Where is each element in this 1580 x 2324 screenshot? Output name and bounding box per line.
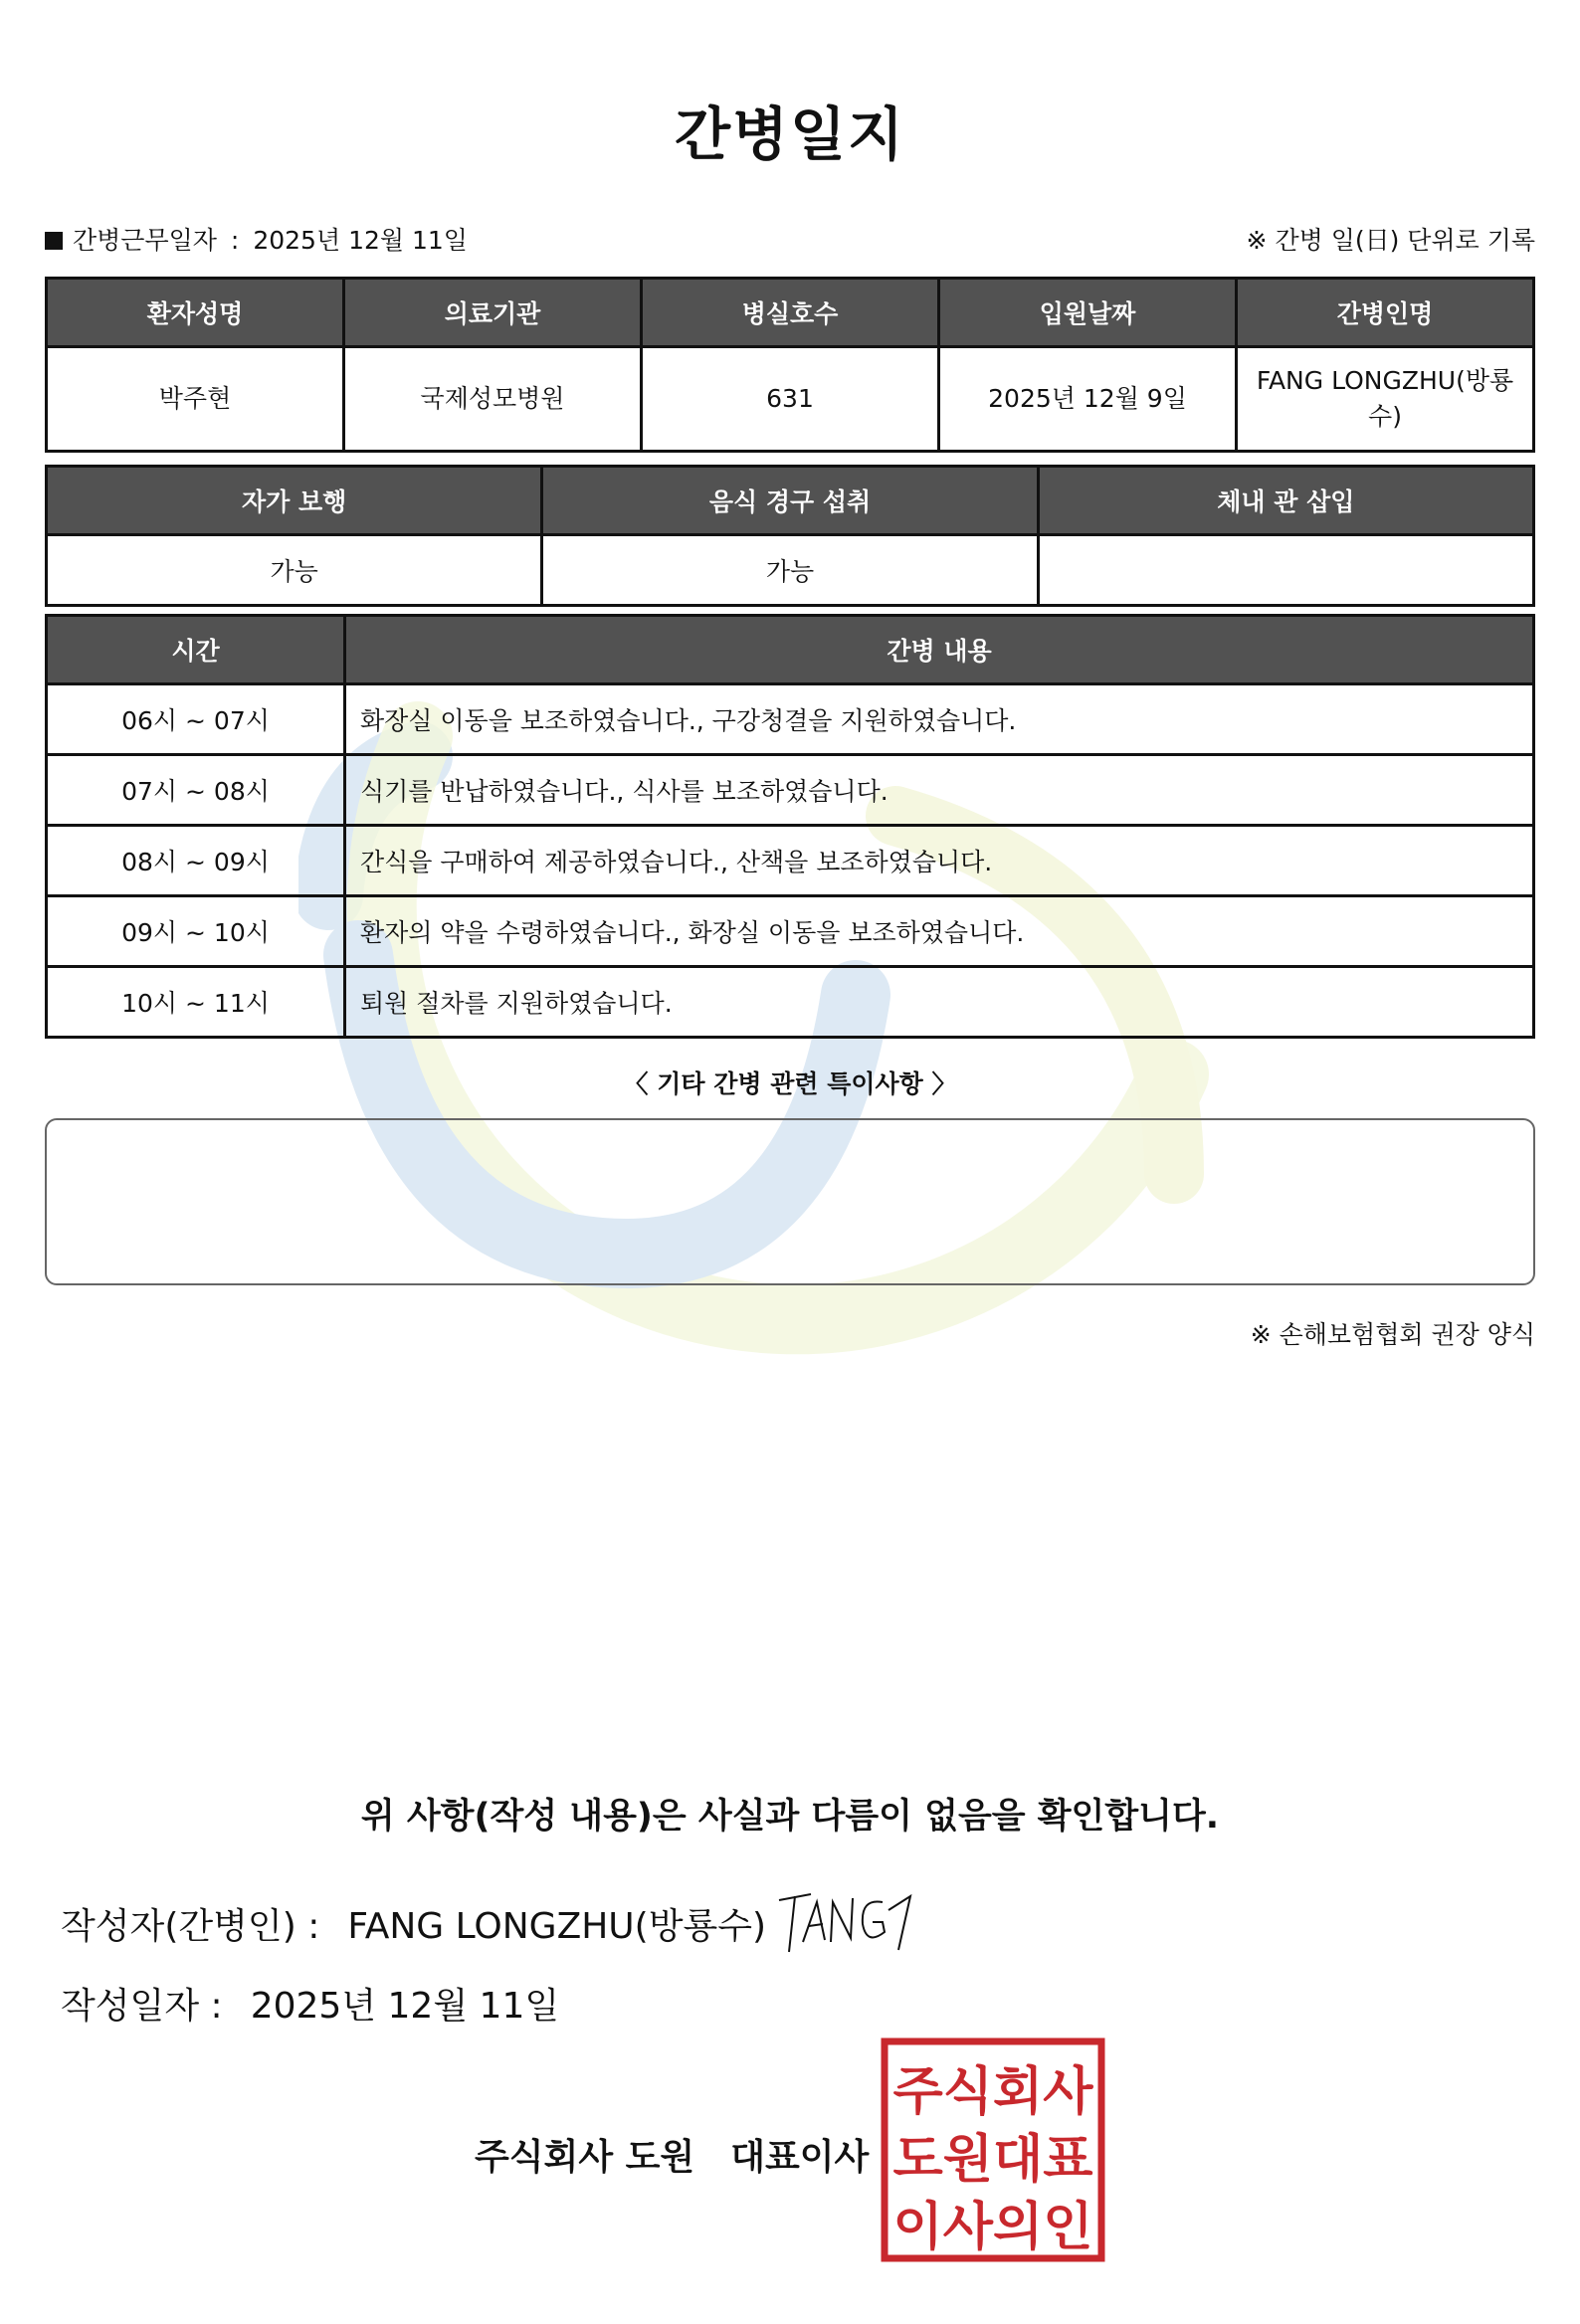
seal-line-2: 도원대표 xyxy=(892,2130,1093,2190)
header-self-walking: 자가 보행 xyxy=(47,467,542,535)
patient-status-table xyxy=(45,465,1535,607)
log-time: 07시 ~ 08시 xyxy=(47,755,345,826)
log-content: 식기를 반납하였습니다., 식사를 보조하였습니다. xyxy=(345,755,1534,826)
writer-name: FANG LONGZHU(방룡수) xyxy=(347,1906,767,1947)
patient-info-table xyxy=(45,277,1535,453)
log-content: 환자의 약을 수령하였습니다., 화장실 이동을 보조하였습니다. xyxy=(345,896,1534,967)
tube-insertion-value xyxy=(1038,535,1533,606)
written-date-line xyxy=(61,1978,559,2029)
signature-image xyxy=(771,1880,920,1960)
company-name: 주식회사 도원 xyxy=(475,2137,695,2178)
header-admission-date: 입원날짜 xyxy=(939,279,1237,347)
log-content: 간식을 구매하여 제공하였습니다., 산책을 보조하였습니다. xyxy=(345,826,1534,896)
status-header-row xyxy=(47,467,1534,535)
patient-value-row xyxy=(47,347,1534,452)
work-date xyxy=(45,221,468,257)
log-time: 10시 ~ 11시 xyxy=(47,967,345,1038)
admission-date: 2025년 12월 9일 xyxy=(939,347,1237,452)
company-title: 대표이사 xyxy=(730,2137,870,2178)
unit-note: ※ 간병 일(日) 단위로 기록 xyxy=(1246,226,1535,255)
table-row xyxy=(47,967,1534,1038)
patient-header-row xyxy=(47,279,1534,347)
oral-intake-value: 가능 xyxy=(542,535,1038,606)
hospital-name: 국제성모병원 xyxy=(344,347,642,452)
table-row xyxy=(47,755,1534,826)
log-time: 08시 ~ 09시 xyxy=(47,826,345,896)
header-care-content: 간병 내용 xyxy=(345,616,1534,684)
meta-row xyxy=(45,221,1535,261)
header-oral-intake: 음식 경구 섭취 xyxy=(542,467,1038,535)
header-time: 시간 xyxy=(47,616,345,684)
square-bullet-icon xyxy=(45,232,63,250)
confirmation-statement: 위 사항(작성 내용)은 사실과 다름이 없음을 확인합니다. xyxy=(360,1797,1220,1837)
header-tube-insertion: 체내 관 삽입 xyxy=(1038,467,1533,535)
company-seal-stamp xyxy=(881,2037,1105,2262)
writer-line xyxy=(61,1898,766,1949)
table-row xyxy=(47,826,1534,896)
page-title: 간병일지 xyxy=(674,100,906,168)
room-number: 631 xyxy=(642,347,939,452)
log-content: 퇴원 절차를 지원하였습니다. xyxy=(345,967,1534,1038)
header-caregiver-name: 간병인명 xyxy=(1237,279,1534,347)
log-time: 06시 ~ 07시 xyxy=(47,684,345,755)
recommend-note: ※ 손해보험협회 권장 양식 xyxy=(1250,1320,1535,1349)
table-row xyxy=(47,896,1534,967)
self-walking-value: 가능 xyxy=(47,535,542,606)
writer-label: 작성자(간병인) : xyxy=(61,1906,320,1947)
table-row xyxy=(47,684,1534,755)
special-notes-box xyxy=(45,1118,1535,1285)
care-log-table xyxy=(45,614,1535,1039)
company-signoff xyxy=(475,2129,869,2180)
log-time: 09시 ~ 10시 xyxy=(47,896,345,967)
written-date-value: 2025년 12월 11일 xyxy=(250,1986,560,2027)
written-date-label: 작성일자 : xyxy=(61,1986,223,2027)
work-date-value: 2025년 12월 11일 xyxy=(253,226,468,255)
status-value-row xyxy=(47,535,1534,606)
header-room-number: 병실호수 xyxy=(642,279,939,347)
log-header-row xyxy=(47,616,1534,684)
patient-name: 박주현 xyxy=(47,347,344,452)
work-date-separator: : xyxy=(230,226,240,255)
work-date-label: 간병근무일자 xyxy=(73,226,217,255)
header-hospital: 의료기관 xyxy=(344,279,642,347)
special-notes-title: 〈 기타 간병 관련 특이사항 〉 xyxy=(623,1069,957,1098)
log-content: 화장실 이동을 보조하였습니다., 구강청결을 지원하였습니다. xyxy=(345,684,1534,755)
seal-line-3: 이사의인 xyxy=(892,2198,1093,2257)
header-patient-name: 환자성명 xyxy=(47,279,344,347)
seal-line-1: 주식회사 xyxy=(892,2062,1093,2122)
caregiver-name: FANG LONGZHU(방룡수) xyxy=(1237,347,1534,452)
